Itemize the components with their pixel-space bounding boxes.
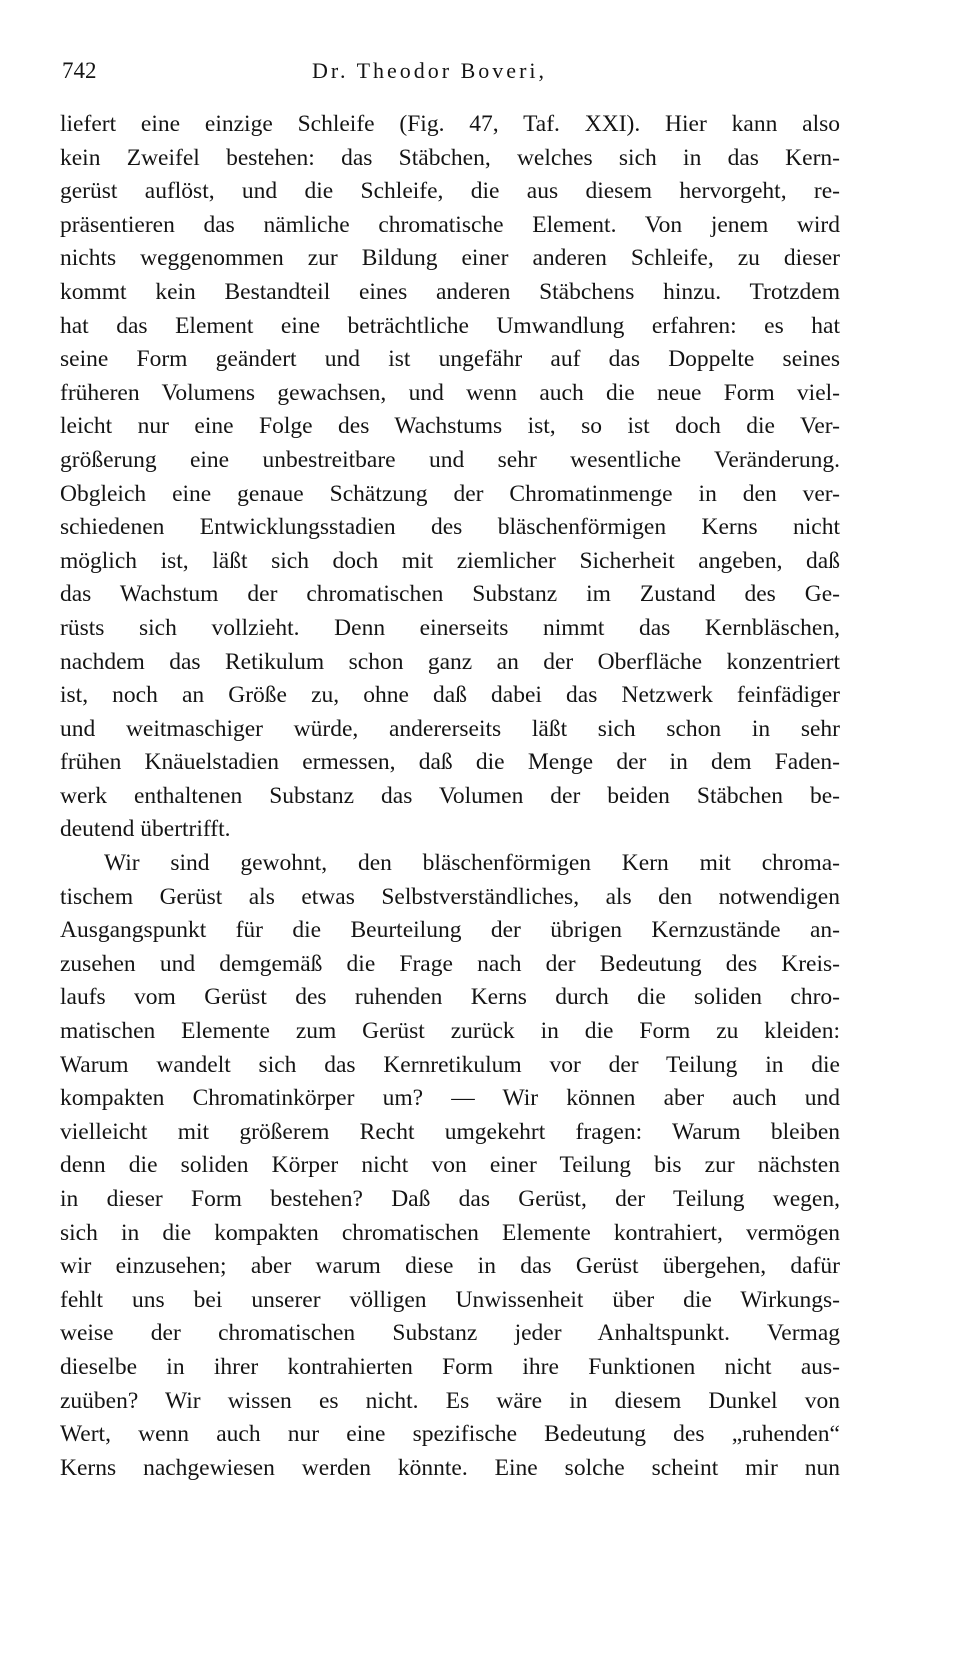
paragraph-start-line: Wir sind gewohnt, den bläschenförmigen Kern mit chroma- — [104, 850, 840, 877]
text-line: seine Form geändert und ist ungefähr auf das Doppelte seines — [60, 346, 840, 373]
text-line: dieselbe in ihrer kontrahierten Form ihre Funktionen nicht aus- — [60, 1353, 840, 1380]
text-line: Kerns nachgewiesen werden könnte. Eine solche scheint mir nun — [60, 1454, 840, 1481]
text-line: wir einzusehen; aber warum diese in das Gerüst übergehen, dafür — [60, 1253, 840, 1280]
page-number: 742 — [62, 58, 97, 83]
text-line: nachdem das Retikulum schon ganz an der Oberfläche konzentriert — [60, 648, 840, 675]
text-line: liefert eine einzige Schleife (Fig. 47, Taf. XXI). Hier kann also — [60, 111, 840, 137]
text-line: präsentieren das nämliche chromatische Element. Von jenem wird — [60, 211, 840, 238]
text-line: laufs vom Gerüst des ruhenden Kerns durch die soliden chro- — [60, 984, 840, 1011]
text-line: größerung eine unbestreitbare und sehr wesentliche Veränderung. — [60, 446, 840, 473]
text-line: nichts weggenommen zur Bildung einer anderen Schleife, zu dieser — [60, 245, 840, 272]
text-line: möglich ist, läßt sich doch mit ziemlicher Sicherheit angeben, daß — [60, 547, 840, 574]
text-line: kompakten Chromatinkörper um? — Wir können aber auch und — [60, 1085, 840, 1112]
text-line: sich in die kompakten chromatischen Elemente kontrahiert, vermögen — [60, 1219, 840, 1246]
text-line: vielleicht mit größerem Recht umgekehrt fragen: Warum bleiben — [60, 1118, 840, 1145]
text-line: matischen Elemente zum Gerüst zurück in die Form zu kleiden: — [60, 1018, 840, 1045]
text-line: Wert, wenn auch nur eine spezifische Bedeutung des „ruhenden“ — [60, 1421, 840, 1448]
running-head: Dr. Theodor Boveri, — [312, 58, 548, 83]
text-line: zuüben? Wir wissen es nicht. Es wäre in diesem Dunkel von — [60, 1387, 840, 1414]
body-text — [60, 108, 840, 1485]
text-line: gerüst auflöst, und die Schleife, die aus diesem hervorgeht, re- — [60, 178, 840, 205]
text-line: schiedenen Entwicklungsstadien des bläschenförmigen Kerns nicht — [60, 514, 840, 541]
text-line: frühen Knäuelstadien ermessen, daß die Menge der in dem Faden- — [60, 749, 840, 776]
text-line: kommt kein Bestandteil eines anderen Stäbchens hinzu. Trotzdem — [60, 278, 840, 305]
text-line: zusehen und demgemäß die Frage nach der Bedeutung des Kreis- — [60, 950, 840, 977]
text-line: hat das Element eine beträchtliche Umwandlung erfahren: es hat — [60, 312, 840, 339]
text-line: fehlt uns bei unserer völligen Unwissenheit über die Wirkungs- — [60, 1286, 840, 1313]
text-line: das Wachstum der chromatischen Substanz im Zustand des Ge- — [60, 581, 840, 608]
text-line: Ausgangspunkt für die Beurteilung der übrigen Kernzustände an- — [60, 917, 840, 944]
text-line: weise der chromatischen Substanz jeder Anhaltspunkt. Vermag — [60, 1320, 840, 1347]
text-line: und weitmaschiger würde, andererseits läßt sich schon in sehr — [60, 715, 840, 742]
text-line: werk enthaltenen Substanz das Volumen der beiden Stäbchen be- — [60, 782, 840, 809]
text-line: früheren Volumens gewachsen, und wenn auch die neue Form viel- — [60, 379, 840, 406]
text-line: kein Zweifel bestehen: das Stäbchen, welches sich in das Kern- — [60, 144, 840, 171]
page-header — [62, 56, 838, 86]
text-line: rüsts sich vollzieht. Denn einerseits nimmt das Kernbläschen, — [60, 614, 840, 641]
text-line: in dieser Form bestehen? Daß das Gerüst, der Teilung wegen, — [60, 1186, 840, 1212]
text-line: leicht nur eine Folge des Wachstums ist, so ist doch die Ver- — [60, 413, 840, 440]
text-line: Obgleich eine genaue Schätzung der Chromatinmenge in den ver- — [60, 480, 840, 507]
text-line: tischem Gerüst als etwas Selbstverständliches, als den notwendigen — [60, 883, 840, 910]
text-line: ist, noch an Größe zu, ohne daß dabei das Netzwerk feinfädiger — [60, 682, 840, 709]
text-line: denn die soliden Körper nicht von einer Teilung bis zur nächsten — [60, 1152, 840, 1179]
paragraph-end-line: deutend übertrifft. — [60, 816, 231, 843]
text-line: Warum wandelt sich das Kernretikulum vor der Teilung in die — [60, 1051, 840, 1078]
